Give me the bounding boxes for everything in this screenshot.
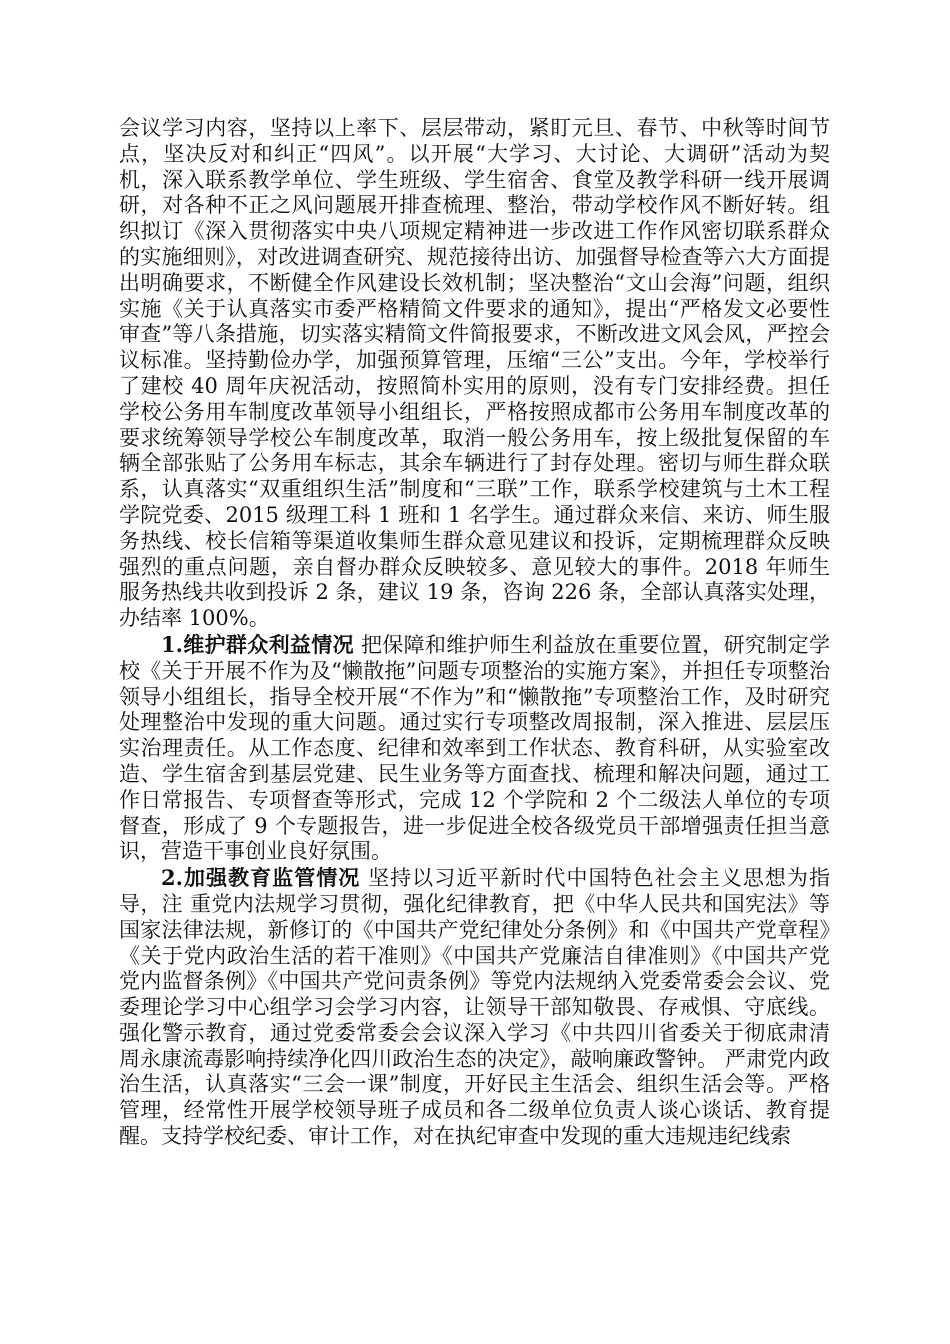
section-1-text: 把保障和维护师生利益放在重要位置，研究制定学校《关于开展不作为及“懒散拖”问题专项整治的实施方案》，并担任专项整治领导小组组长，指导全校开展“不作为”和“懒散拖”专项整治工作，及时研究处理整治中发现的重大问题。通过实行专项整改周报制，深入推进、层层压实治理责任。从工作态度、纪律和效率到工作状态、教育科研，从实验室改造、学生宿舍到基层党建、民生业务等方面查找、梳理和解决问题，通过工作日常报告、专项督查等形式，完成 12 个学院和 2 个二级法人单位的专项督查，形成了 9 个专题报告，进一步促进全校各级党员干部增强责任担当意识，营造干事创业良好氛围。 — [119, 632, 830, 864]
section-2-text: 坚持以习近平新时代中国特色社会主义思想为指导，注 重党内法规学习贯彻，强化纪律教育，把《中华人民共和国宪法》等国家法律法规，新修订的《中国共产党纪律处分条例》和《中国共产党章程》《关于党内政治生活的若干准则》《中国共产党廉洁自律准则》《中国共产党党内监督条例》《中国共产党问责条例》等党内法规纳入党委常委会会议、党委理论学习中心组学习会学习内容，让领导干部知敬畏、存戒惧、守底线。强化警示教育，通过党委常委会会议深入学习《中共四川省委关于彻底肃清周永康流毒影响持续净化四川政治生态的决定》，敲响廉政警钟。 严肃党内政治生活，认真落实“三会一课”制度，开好民主生活会、组织生活会等。严格管理，经常性开展学校领导班子成员和各二级单位负责人谈心谈话、教育提醒。支持学校纪委、审计工作，对在执纪审查中发现的重大违规违纪线索 — [119, 866, 830, 1149]
document-page — [119, 116, 830, 1150]
section-1-heading: 1.维护群众利益情况 — [161, 631, 354, 657]
section-2-heading: 2.加强教育监管情况 — [161, 865, 361, 891]
paragraph-work-style: 会议学习内容，坚持以上率下、层层带动，紧盯元旦、春节、中秋等时间节点，坚决反对和纠正“四风”。以开展“大学习、大讨论、大调研”活动为契机，深入联系教学单位、学生班级、学生宿舍、食堂及教学科研一线开展调研，对各种不正之风问题展开排查梳理、整治，带动学校作风不断好转。组织拟订《深入贯彻落实中央八项规定精神进一步改进工作作风密切联系群众的实施细则》，对改进调查研究、规范接待出访、加强督导检查等六大方面提出明确要求，不断健全作风建设长效机制；坚决整治“文山会海”问题，组织实施《关于认真落实市委严格精简文件要求的通知》，提出“严格发文必要性审查”等八条措施，切实落实精简文件简报要求，不断改进文风会风，严控会议标准。坚持勤俭办学，加强预算管理，压缩“三公”支出。今年，学校举行了建校 40 周年庆祝活动，按照简朴实用的原则，没有专门安排经费。担任学校公务用车制度改革领导小组组长，严格按照成都市公务用车制度改革的要求统筹领导学校公车制度改革，取消一般公务用车，按上级批复保留的车辆全部张贴了公务用车标志，其余车辆进行了封存处理。密切与师生群众联系，认真落实“双重组织生活”制度和“三联”工作，联系学校建筑与土木工程学院党委、2015 级理工科 1 班和 1 名学生。通过群众来信、来访、师生服务热线、校长信箱等渠道收集师生群众意见建议和投诉，定期梳理群众反映强烈的重点问题，亲自督办群众反映较多、意见较大的事件。2018 年师生服务热线共收到投诉 2 条，建议 19 条，咨询 226 条，全部认真落实处理，办结率 100%。 — [119, 116, 830, 631]
paragraph-section-1 — [119, 632, 830, 865]
paragraph-section-2 — [119, 865, 830, 1150]
